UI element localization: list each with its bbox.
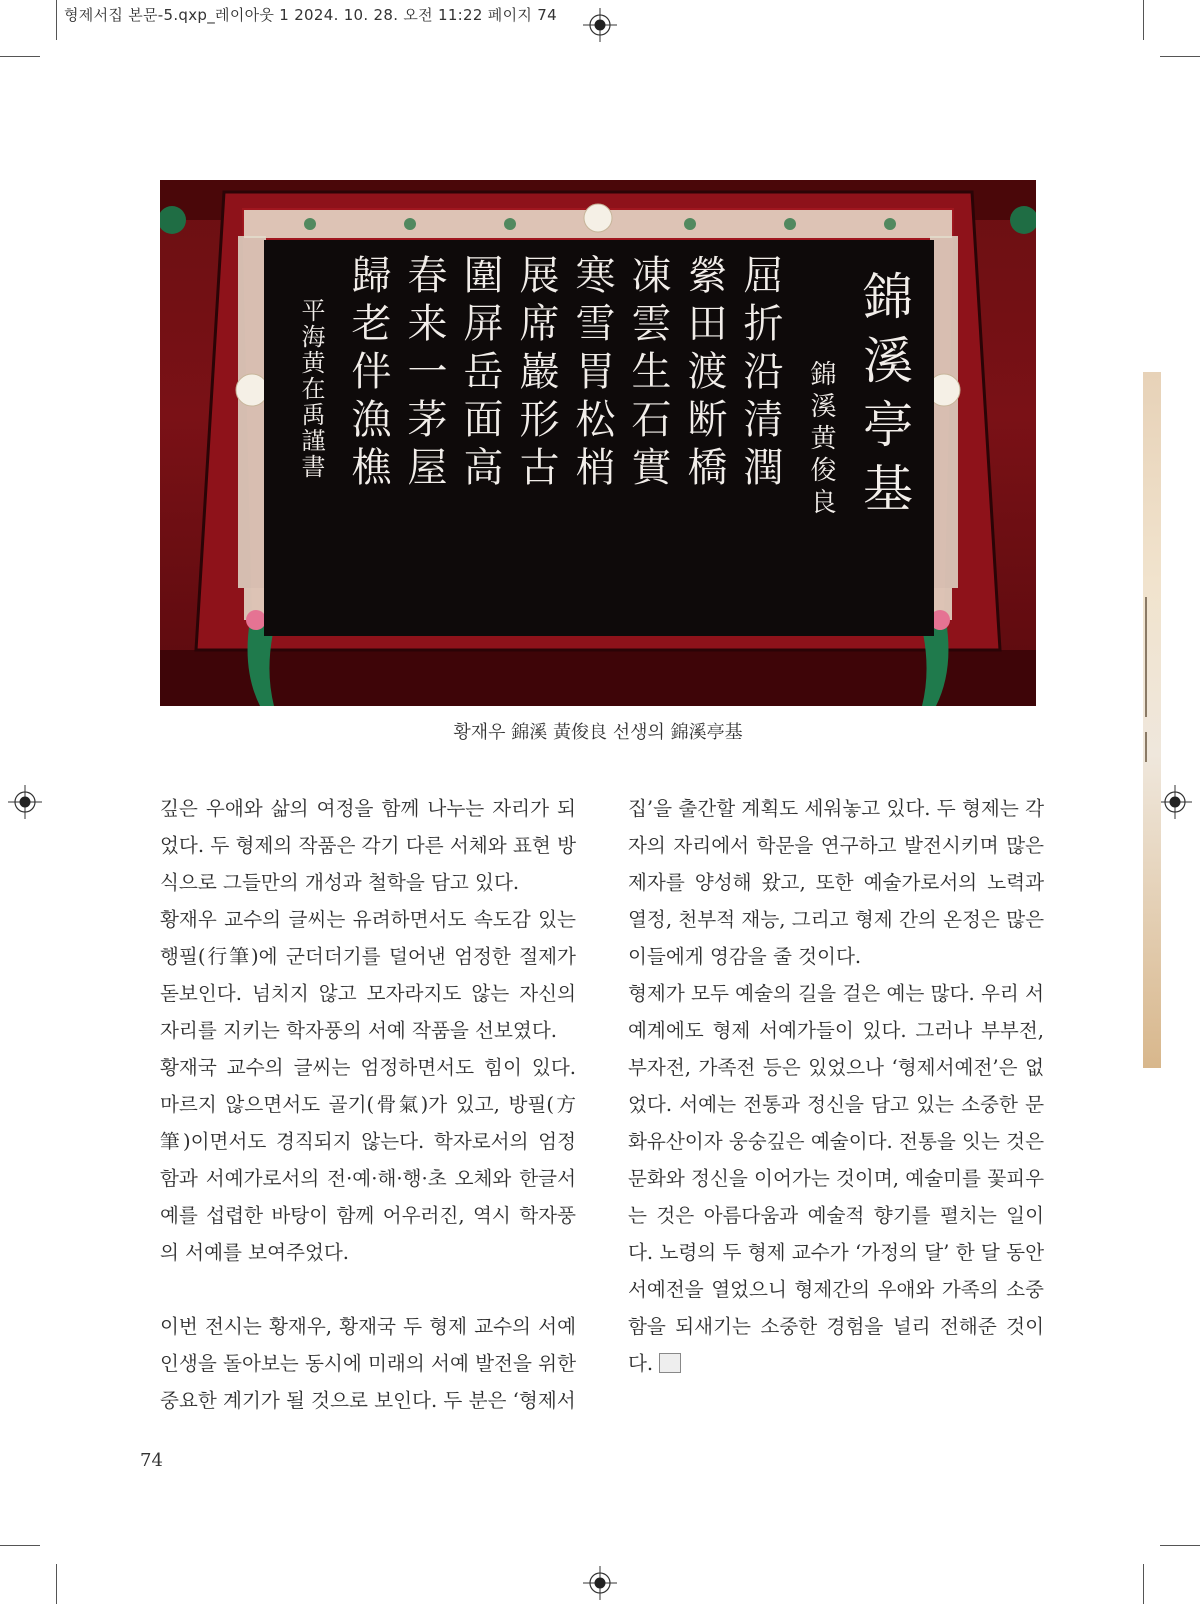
signboard-poem-column: 歸老伴漁樵 — [345, 254, 391, 494]
signboard-poem-column: 凍雲生石實 — [625, 254, 671, 494]
signboard-poem-column: 寒雪胃松梢 — [569, 254, 615, 494]
registration-mark-icon — [583, 1566, 617, 1600]
body-paragraph: 황재국 교수의 글씨는 엄정하면서도 힘이 있다. 마르지 않으면서도 골기(骨氣)가 있고, 방필(方筆)이면서도 경직되지 않는다. 학자로서의 엄정함과 서예가로서의 전·예·해·행·초 오체와 한글서예를 섭렵한 바탕이 함께 어우러진, 역시 학자풍의 서예를 보여주었다. — [160, 1056, 576, 1264]
signboard-photo — [160, 180, 1036, 706]
body-paragraph — [628, 975, 1044, 1382]
crop-mark — [0, 56, 40, 57]
body-column-right — [628, 790, 1044, 1382]
signboard-inscription-left: 平海黄在禹謹書 — [297, 298, 325, 480]
crop-mark — [1143, 1564, 1144, 1604]
registration-mark-icon — [8, 785, 42, 819]
body-paragraph: 집’을 출간할 계획도 세워놓고 있다. 두 형제는 각자의 자리에서 학문을 연구하고 발전시키며 많은 제자를 양성해 왔고, 또한 예술가로서의 노력과 열정, 천부적 재능, 그리고 형제 간의 온정은 많은 이들에게 영감을 줄 것이다. — [628, 797, 1044, 968]
signboard-poem-column: 展席巖形古 — [513, 254, 559, 494]
end-mark-icon — [659, 1353, 681, 1373]
slug-line: 형제서집 본문-5.qxp_레이아웃 1 2024. 10. 28. 오전 11:22 페이지 74 — [64, 6, 557, 24]
crop-mark — [0, 1545, 40, 1546]
crop-mark — [1143, 0, 1144, 40]
body-paragraph: 이번 전시는 황재우, 황재국 두 형제 교수의 서예 인생을 돌아보는 동시에 미래의 서예 발전을 위한 중요한 계기가 될 것으로 보인다. 두 분은 ‘형제서 — [160, 1315, 576, 1412]
page-number: 74 — [140, 1450, 163, 1471]
crop-mark — [56, 0, 57, 40]
signboard-poem-column: 屈折沿清潤 — [737, 254, 783, 494]
adjacent-page-strip — [1143, 372, 1161, 1068]
registration-mark-icon — [1158, 785, 1192, 819]
crop-mark — [1160, 1545, 1200, 1546]
signboard-inscription-right: 錦溪黄俊良 — [806, 360, 836, 520]
body-column-left — [160, 790, 576, 1419]
signboard-poem-column: 縈田渡断橋 — [681, 254, 727, 494]
signboard-poem-column: 春来一茅屋 — [401, 254, 447, 494]
photo-caption: 황재우 錦溪 黃俊良 선생의 錦溪亭基 — [453, 722, 743, 743]
signboard-panel — [264, 240, 934, 636]
body-paragraph: 깊은 우애와 삶의 여정을 함께 나누는 자리가 되었다. 두 형제의 작품은 각기 다른 서체와 표현 방식으로 그들만의 개성과 철학을 담고 있다. — [160, 797, 576, 894]
body-paragraph: 황재우 교수의 글씨는 유려하면서도 속도감 있는 행필(行筆)에 군더더기를 덜어낸 엄정한 절제가 돋보인다. 넘치지 않고 모자라지도 않는 자신의 자리를 지키는 학자풍의 서예 작품을 선보였다. — [160, 908, 576, 1042]
signboard-poem-column: 圍屏岳面高 — [457, 254, 503, 494]
signboard-title: 錦溪亭基 — [855, 270, 913, 526]
body-paragraph-text: 형제가 모두 예술의 길을 걸은 예는 많다. 우리 서예계에도 형제 서예가들이 있다. 그러나 부부전, 부자전, 가족전 등은 있었으나 ‘형제서예전’은 없었다. 서예는 전통과 정신을 담고 있는 소중한 문화유산이자 웅숭깊은 예술이다. 전통을 잇는 것은 문화와 정신을 이어가는 것이며, 예술미를 꽃피우는 것은 아름다움과 예술적 향기를 펼치는 일이다. 노령의 두 형제 교수가 ‘가정의 달’ 한 달 동안 서예전을 열었으니 형제간의 우애와 가족의 소중함을 되새기는 소중한 경험을 널리 전해준 것이다. — [628, 982, 1044, 1375]
crop-mark — [56, 1564, 57, 1604]
registration-mark-icon — [583, 8, 617, 42]
crop-mark — [1160, 56, 1200, 57]
